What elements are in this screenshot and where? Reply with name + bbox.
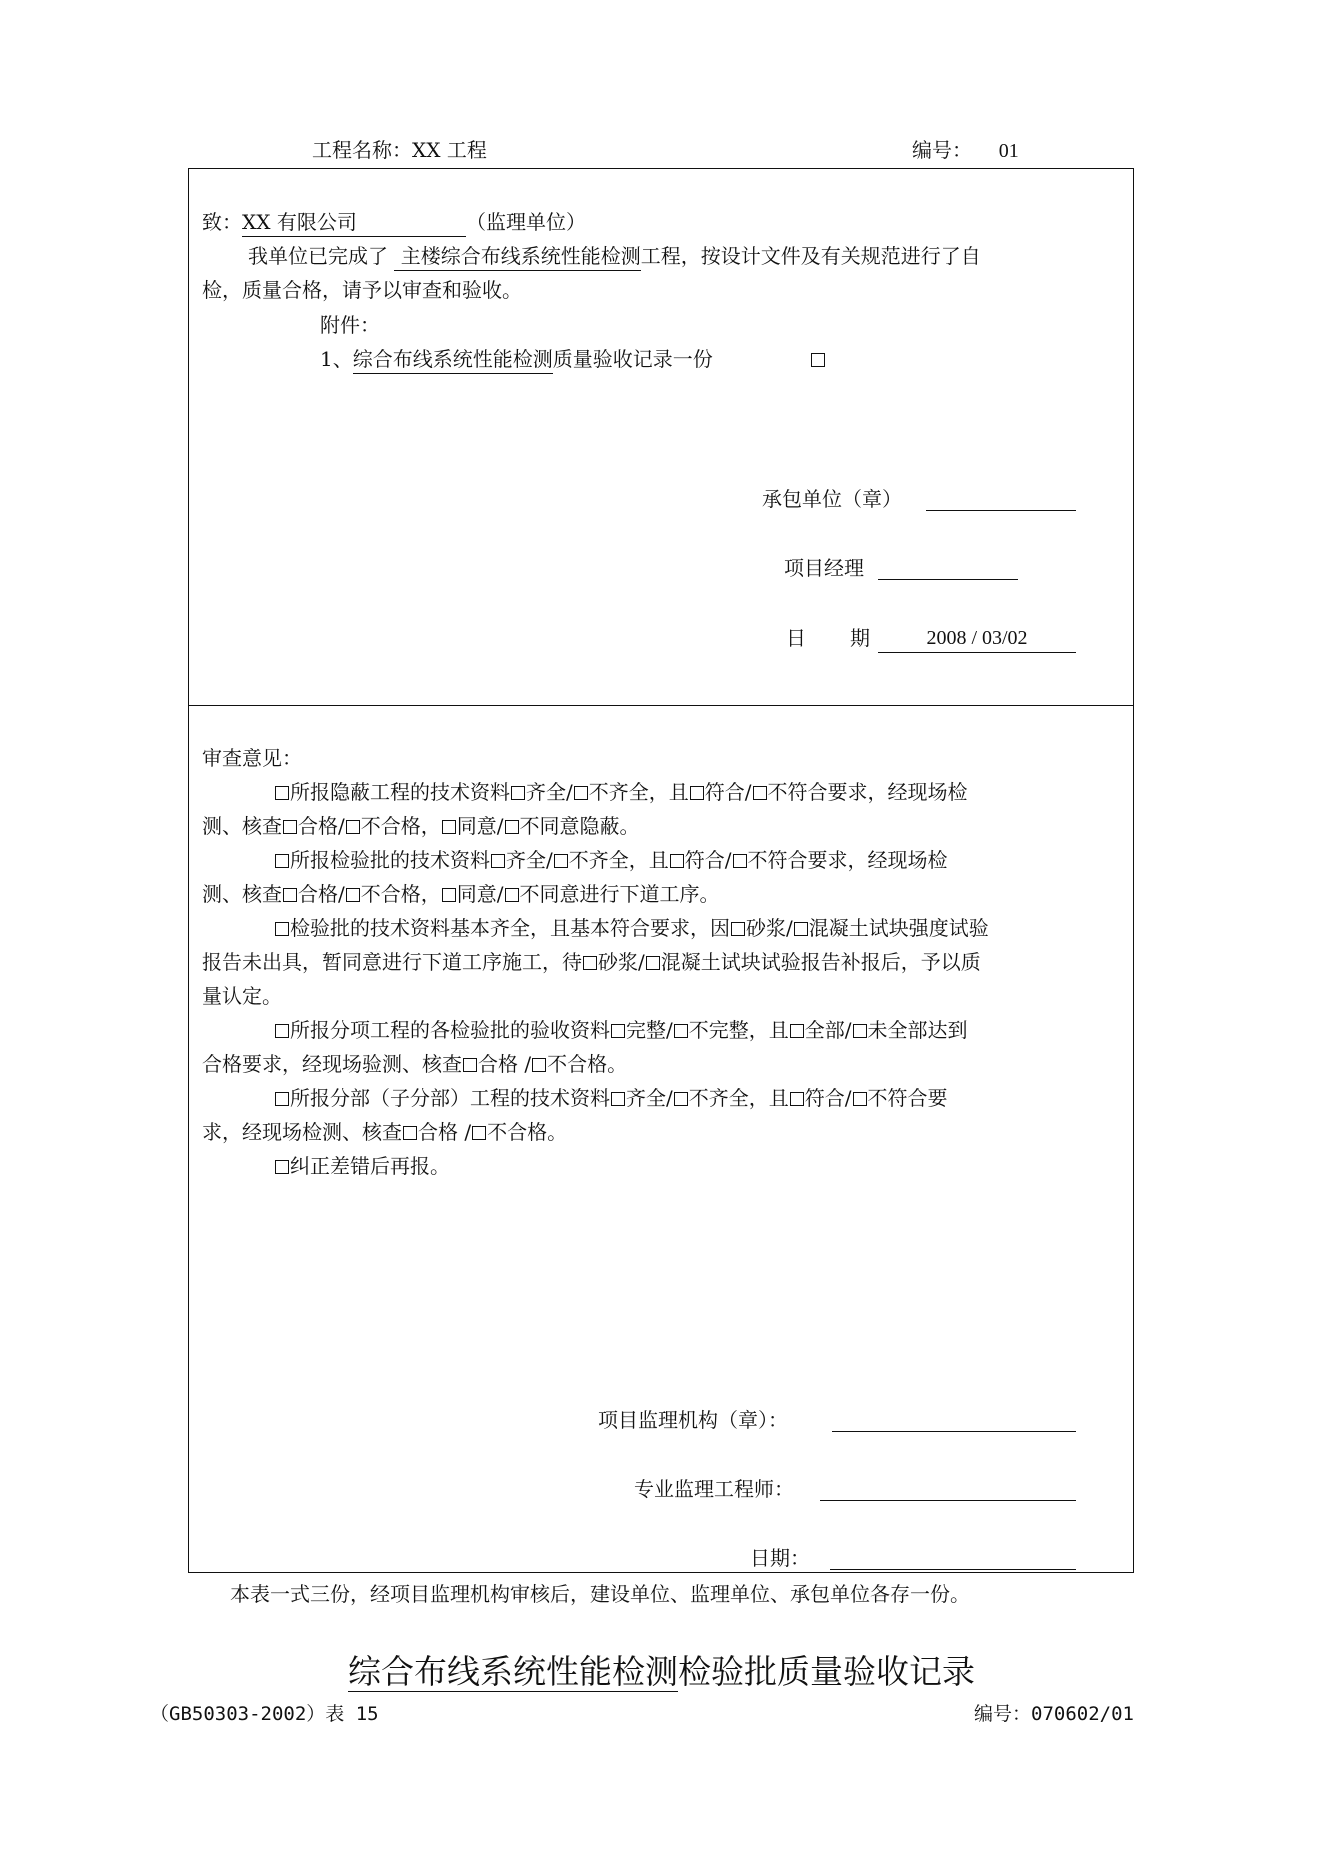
body-prefix: 我单位已完成了 [248,244,388,268]
option-checkbox[interactable] [690,786,704,800]
option-checkbox[interactable] [532,1058,546,1072]
option-checkbox[interactable] [574,786,588,800]
option-text: 混凝土试块试验报告补报后，予以质 [660,950,981,974]
option-checkbox[interactable] [283,820,297,834]
option-text: 不合格。 [487,1120,568,1144]
option-text: 不符合要求，经现场检 [767,780,968,804]
form-title-rest: 检验批质量验收记录 [678,1652,975,1691]
option-checkbox[interactable] [275,922,289,936]
option-checkbox[interactable] [275,1092,289,1106]
attachment-suffix: 质量验收记录一份 [552,347,713,371]
option-text: 不合格， [360,814,441,838]
review-line [202,982,1122,1010]
option-text: 合格 / [478,1052,532,1076]
review-date-label: 日期： [750,1546,810,1570]
attachment-number: 1、 [320,347,353,371]
application-date-value: 2008 / 03/02 [878,624,1076,653]
option-text: 不合格， [360,882,441,906]
option-checkbox[interactable] [275,1024,289,1038]
option-checkbox[interactable] [442,820,456,834]
supervision-engineer-label: 专业监理工程师： [634,1477,794,1501]
option-text: 不同意进行下道工序。 [519,882,720,906]
attachment-name: 综合布线系统性能检测 [353,345,553,374]
option-text: 纠正差错后再报。 [290,1154,450,1178]
supervision-org-seal-label: 项目监理机构（章）： [598,1408,788,1432]
work-name [394,242,640,271]
option-text: 报告未出具，暂同意进行下道工序施工，待 [202,950,582,974]
review-line [202,778,1194,806]
supervision-org-seal-line[interactable] [832,1431,1076,1432]
application-body-line-2: 检，质量合格，请予以审查和验收。 [202,278,522,302]
option-text: 未全部达到 [867,1018,968,1042]
option-text: 符合/ [684,848,732,872]
addressee-line [202,208,586,237]
option-text: 所报分部（子分部）工程的技术资料 [290,1086,610,1110]
option-checkbox[interactable] [554,854,568,868]
option-text: 不同意隐蔽。 [519,814,640,838]
option-checkbox[interactable] [505,888,519,902]
review-line [202,1152,1194,1180]
review-line [202,880,1122,908]
application-body-line-1 [248,242,981,271]
review-line [202,1118,1122,1146]
option-text: 齐全/ [626,1086,673,1110]
document-number-label: 编号： [912,138,972,162]
option-checkbox[interactable] [790,1092,804,1106]
work-name-text: 主楼综合布线系统性能检测 [400,244,641,268]
option-text: 合格 / [418,1120,472,1144]
option-text: 测、核查 [202,814,282,838]
project-manager-label: 项目经理 [784,556,864,580]
option-text: 同意/ [456,814,504,838]
option-text: 砂浆/ [598,950,645,974]
option-checkbox[interactable] [731,922,745,936]
option-text: 同意/ [456,882,504,906]
supervision-engineer-line[interactable] [820,1500,1076,1501]
option-checkbox[interactable] [403,1126,417,1140]
option-checkbox[interactable] [463,1058,477,1072]
option-text: 齐全/ [506,848,553,872]
body-suffix: 工程，按设计文件及有关规范进行了自 [640,244,981,268]
contractor-seal-line[interactable] [926,510,1076,511]
review-title: 审查意见： [202,746,302,770]
date-label-char-1: 日 [786,626,806,650]
option-text: 砂浆/ [746,916,793,940]
option-text: 检验批的技术资料基本齐全，且基本符合要求，因 [290,916,730,940]
option-checkbox[interactable] [753,786,767,800]
addressee-company: XX 有限公司 [242,208,466,237]
attachment-item [320,345,713,374]
option-checkbox[interactable] [283,888,297,902]
option-text: 所报分项工程的各检验批的验收资料 [290,1018,610,1042]
option-text: 求，经现场检测、核查 [202,1120,402,1144]
option-checkbox[interactable] [674,1024,688,1038]
review-line [202,812,1122,840]
option-text: 不齐全，且 [588,780,689,804]
date-label-char-2: 期 [850,626,870,650]
option-text: 不符合要 [867,1086,948,1110]
review-line [202,1050,1122,1078]
form-title-underlined: 综合布线系统性能检测 [348,1652,678,1691]
standard-reference: （GB50303-2002）表 15 [150,1703,379,1725]
review-line [202,948,1122,976]
option-text: 不符合要求，经现场检 [747,848,948,872]
option-checkbox[interactable] [511,786,525,800]
option-checkbox[interactable] [346,888,360,902]
option-checkbox[interactable] [275,786,289,800]
addressee-suffix: （监理单位） [466,210,586,234]
option-text: 测、核查 [202,882,282,906]
option-checkbox[interactable] [442,888,456,902]
option-checkbox[interactable] [670,854,684,868]
option-checkbox[interactable] [674,1092,688,1106]
option-text: 符合/ [804,1086,852,1110]
option-checkbox[interactable] [275,1160,289,1174]
option-text: 合格要求，经现场验测、核查 [202,1052,462,1076]
review-line [202,1084,1194,1112]
option-checkbox[interactable] [611,1092,625,1106]
option-text: 混凝土试块强度试验 [808,916,989,940]
project-manager-line[interactable] [878,579,1018,580]
option-checkbox[interactable] [790,1024,804,1038]
option-text: 不合格。 [547,1052,628,1076]
option-text: 所报隐蔽工程的技术资料 [290,780,510,804]
option-checkbox[interactable] [472,1126,486,1140]
option-text: 不齐全，且 [568,848,669,872]
review-line [202,1016,1194,1044]
option-checkbox[interactable] [346,820,360,834]
review-line [202,846,1194,874]
option-checkbox[interactable] [505,820,519,834]
option-checkbox[interactable] [733,854,747,868]
attachment-title: 附件： [320,313,380,337]
form-number: 编号：070602/01 [974,1703,1134,1725]
option-text: 全部/ [804,1018,852,1042]
option-text: 不齐全，且 [688,1086,789,1110]
option-checkbox[interactable] [853,1024,867,1038]
application-date-label [786,624,870,652]
option-text: 合格/ [298,882,345,906]
option-text: 齐全/ [526,780,573,804]
addressee-prefix: 致： [202,210,242,234]
option-checkbox[interactable] [275,854,289,868]
option-text: 完整/ [626,1018,673,1042]
contractor-seal-label: 承包单位（章） [762,487,902,511]
option-checkbox[interactable] [853,1092,867,1106]
project-name: 工程名称：XX 工程 [312,138,487,162]
option-checkbox[interactable] [611,1024,625,1038]
option-text: 不完整，且 [688,1018,789,1042]
review-date-line[interactable] [830,1569,1076,1570]
document-number-value: 01 [998,140,1019,162]
option-text: 所报检验批的技术资料 [290,848,490,872]
option-checkbox[interactable] [583,956,597,970]
option-text: 量认定。 [202,984,282,1008]
footnote: 本表一式三份，经项目监理机构审核后，建设单位、监理单位、承包单位各存一份。 [230,1582,970,1606]
option-text: 符合/ [704,780,752,804]
option-checkbox[interactable] [491,854,505,868]
option-text: 合格/ [298,814,345,838]
option-checkbox[interactable] [646,956,660,970]
option-checkbox[interactable] [794,922,808,936]
attachment-checkbox[interactable] [810,351,826,370]
form-title [0,1650,1323,1694]
document-number [912,136,1019,165]
section-divider [188,705,1134,706]
review-line [202,914,1194,942]
